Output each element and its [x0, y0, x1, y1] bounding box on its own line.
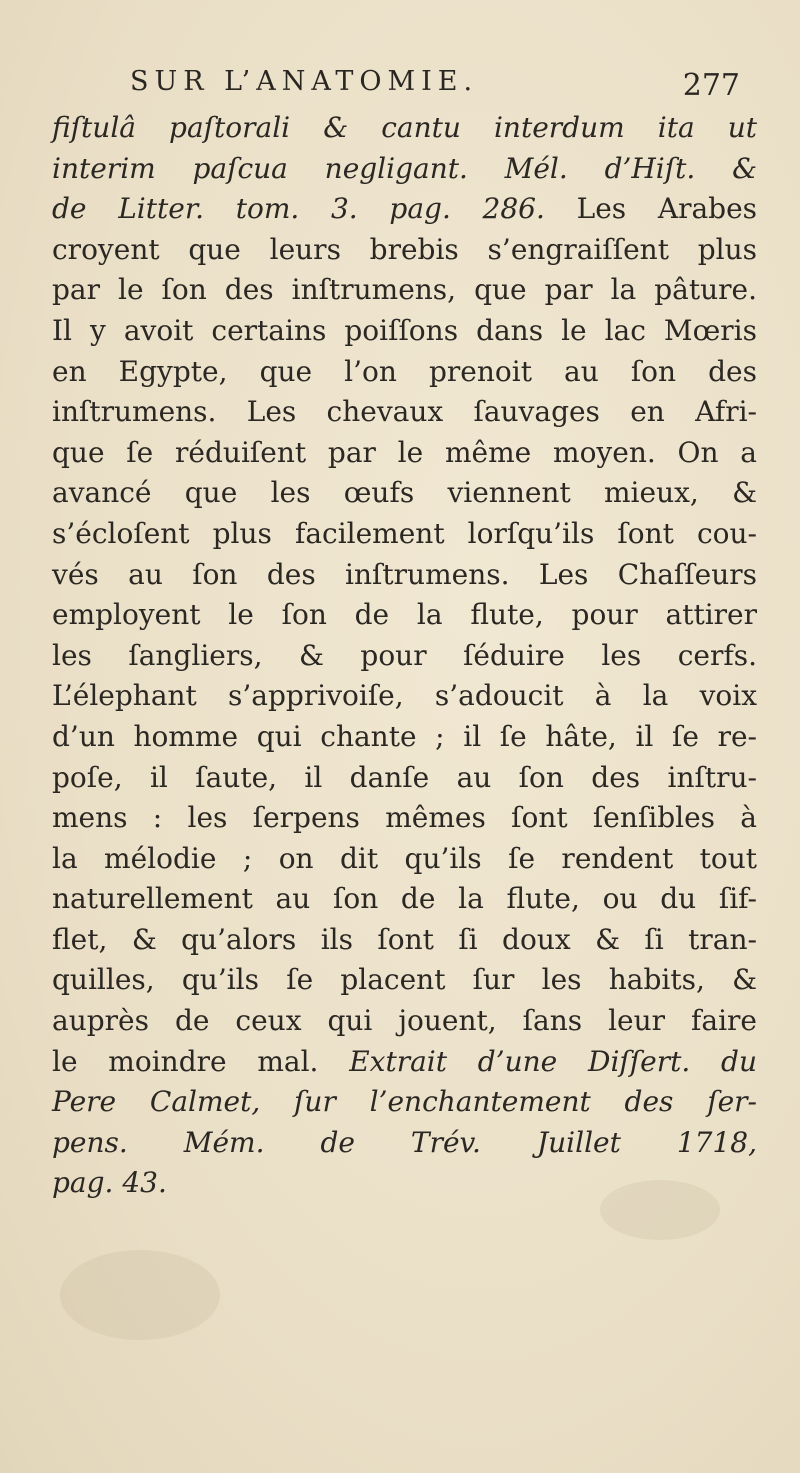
text-line [52, 1082, 757, 1123]
roman-span: le moindre mal. [52, 1044, 350, 1078]
roman-span: poſe, il ſaute, il danſe au ſon des inſtru- [52, 760, 757, 794]
roman-span: d’un homme qui chante ; il ſe hâte, il ſe re- [52, 719, 757, 753]
text-line [52, 555, 757, 596]
text-line [52, 676, 757, 717]
text-line [52, 270, 757, 311]
text-line [52, 514, 757, 555]
text-line [52, 717, 757, 758]
roman-span: les ſangliers, & pour ſéduire les cerfs. [52, 638, 757, 672]
roman-span: s’écloſent plus facilement lorſqu’ils ſont cou- [52, 516, 757, 550]
running-head [130, 66, 740, 106]
roman-span: mens : les ſerpens mêmes ſont ſenſibles à [52, 801, 757, 835]
text-line [52, 392, 757, 433]
text-line [52, 636, 757, 677]
roman-span: avancé que les œufs viennent mieux, & [52, 476, 757, 510]
text-line [52, 230, 757, 271]
text-line [52, 595, 757, 636]
text-line [52, 433, 757, 474]
text-line [52, 189, 757, 230]
running-title: SUR L’ANATOMIE. [130, 66, 479, 97]
roman-span: naturellement au ſon de la flute, ou du ſif- [52, 882, 757, 916]
roman-span: la mélodie ; on dit qu’ils ſe rendent tout [52, 841, 757, 875]
italic-span: Pere Calmet, ſur l’enchantement des ſer- [52, 1085, 757, 1119]
roman-span: que ſe réduiſent par le même moyen. On a [52, 435, 757, 469]
text-line [52, 1001, 757, 1042]
text-line [52, 1042, 757, 1083]
text-line [52, 473, 757, 514]
roman-span: L’élephant s’apprivoiſe, s’adoucit à la voix [52, 679, 757, 713]
italic-span: de Litter. tom. 3. pag. 286. [52, 192, 545, 226]
text-line [52, 352, 757, 393]
roman-span: flet, & qu’alors ils ſont ſi doux & ſi tran- [52, 922, 757, 956]
text-line [52, 1123, 757, 1164]
italic-span: pag. 43. [52, 1166, 167, 1200]
text-line [52, 758, 757, 799]
body-text [52, 108, 757, 1204]
roman-span: quilles, qu’ils ſe placent ſur les habits, & [52, 963, 757, 997]
text-line [52, 149, 757, 190]
italic-span: interim paſcua negligant. Mél. d’Hiſt. & [52, 151, 757, 185]
roman-span: employent le ſon de la flute, pour attirer [52, 598, 757, 632]
text-line [52, 798, 757, 839]
italic-span: pens. Mém. de Trév. Juillet 1718, [52, 1125, 757, 1159]
roman-span: auprès de ceux qui jouent, ſans leur faire [52, 1004, 757, 1038]
roman-span: Les Arabes [544, 192, 758, 226]
text-line [52, 1163, 757, 1204]
text-line [52, 879, 757, 920]
text-line [52, 311, 757, 352]
paper-stain [60, 1250, 220, 1340]
roman-span: Il y avoit certains poiſſons dans le lac Mœris [52, 313, 757, 347]
roman-span: inſtrumens. Les chevaux ſauvages en Afri- [52, 395, 757, 429]
roman-span: par le ſon des inſtrumens, que par la pâture. [52, 273, 757, 307]
roman-span: en Egypte, que l’on prenoit au ſon des [52, 354, 757, 388]
italic-span: Extrait d’une Diſſert. du [349, 1044, 757, 1078]
roman-span: vés au ſon des inſtrumens. Les Chaſſeurs [52, 557, 757, 591]
roman-span: croyent que leurs brebis s’engraiſſent plus [52, 232, 757, 266]
text-line [52, 960, 757, 1001]
text-line [52, 920, 757, 961]
page-number: 277 [682, 68, 740, 103]
text-line [52, 108, 757, 149]
text-line [52, 839, 757, 880]
italic-span: fiſtulâ paſtorali & cantu interdum ita ut [52, 111, 757, 144]
